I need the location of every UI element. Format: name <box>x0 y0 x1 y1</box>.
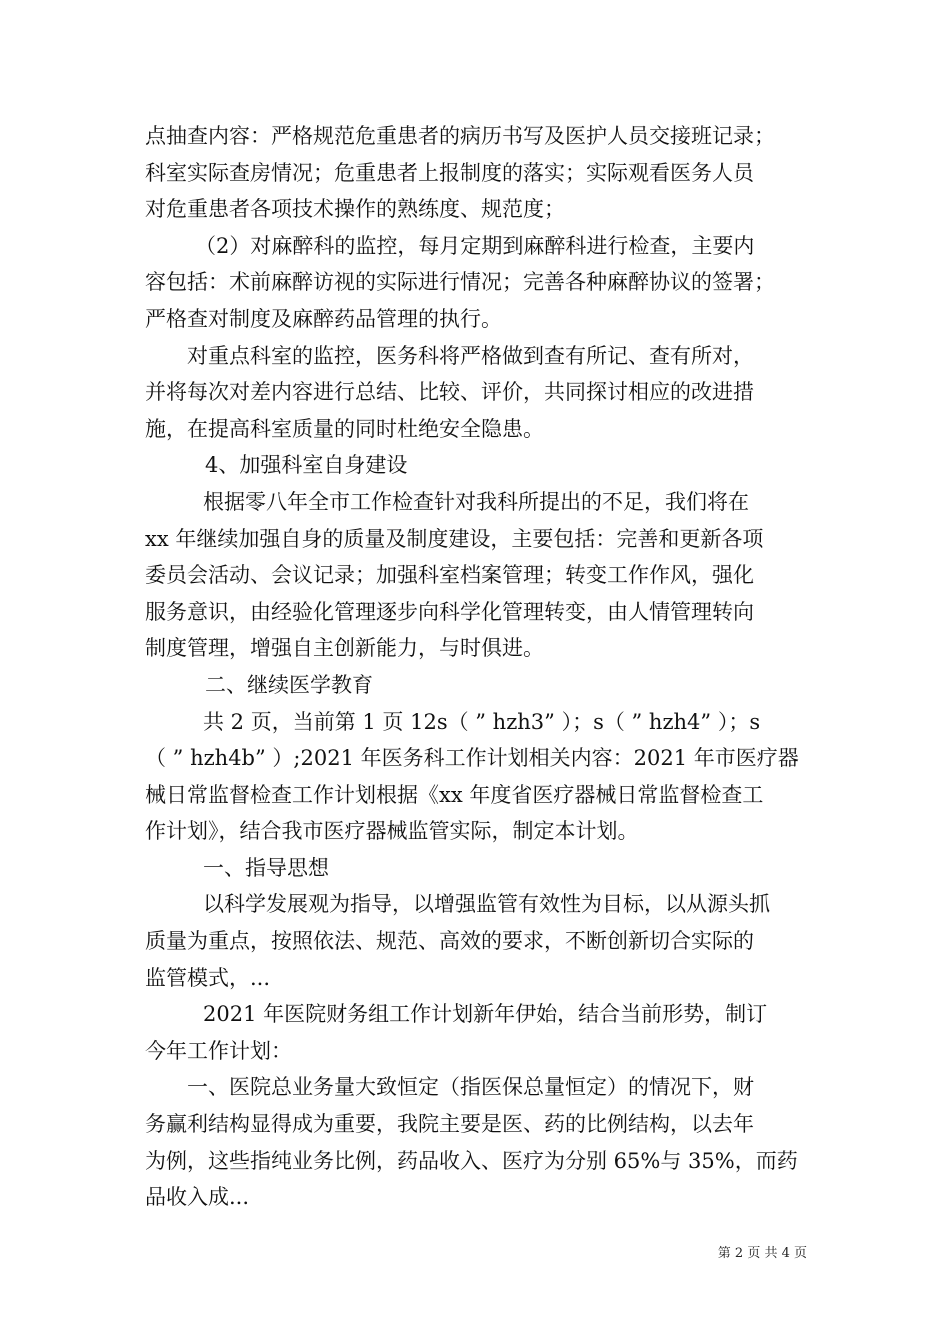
text-line: 为例，这些指纯业务比例，药品收入、医疗为分别 65%与 35%，而药 <box>145 1148 798 1173</box>
text-line: 容包括：术前麻醉访视的实际进行情况；完善各种麻醉协议的签署； <box>145 270 775 295</box>
text-line: 科室实际查房情况；危重患者上报制度的落实；实际观看医务人员 <box>145 160 754 185</box>
section-heading: 4、加强科室自身建设 <box>205 453 408 478</box>
text-line: 并将每次对差内容进行总结、比较、评价，共同探讨相应的改进措 <box>145 380 754 405</box>
text-line: 今年工作计划： <box>145 1038 292 1063</box>
text-line: 严格查对制度及麻醉药品管理的执行。 <box>145 306 502 331</box>
text-line: 械日常监督检查工作计划根据《xx 年度省医疗器械日常监督检查工 <box>145 782 764 807</box>
text-line: （ ” hzh4b” ）;2021 年医务科工作计划相关内容：2021 年市医疗器 <box>145 746 799 771</box>
text-line: 点抽查内容：严格规范危重患者的病历书写及医护人员交接班记录； <box>145 124 775 148</box>
text-line: 根据零八年全市工作检查针对我科所提出的不足，我们将在 <box>203 489 749 514</box>
text-line: 对重点科室的监控，医务科将严格做到查有所记、查有所对， <box>187 343 754 368</box>
text-line: 务赢利结构显得成为重要，我院主要是医、药的比例结构，以去年 <box>145 1112 754 1137</box>
text-line: 作计划》，结合我市医疗器械监管实际，制定本计划。 <box>145 819 639 844</box>
section-heading: 一、指导思想 <box>203 855 329 880</box>
text-line: 质量为重点，按照依法、规范、高效的要求，不断创新切合实际的 <box>145 929 754 954</box>
text-line: 服务意识，由经验化管理逐步向科学化管理转变，由人情管理转向 <box>145 599 754 624</box>
text-line: 对危重患者各项技术操作的熟练度、规范度； <box>145 197 565 222</box>
text-line: 一、医院总业务量大致恒定（指医保总量恒定）的情况下，财 <box>187 1075 754 1100</box>
text-line: 委员会活动、会议记录；加强科室档案管理；转变工作作风，强化 <box>145 563 754 588</box>
text-line: 品收入成... <box>145 1185 250 1210</box>
page-number: 第 2 页 共 4 页 <box>717 1246 807 1261</box>
text-line: xx 年继续加强自身的质量及制度建设，主要包括：完善和更新各项 <box>145 526 764 551</box>
text-line: 制度管理，增强自主创新能力，与时俱进。 <box>145 636 544 661</box>
text-line: 2021 年医院财务组工作计划新年伊始，结合当前形势，制订 <box>203 1002 768 1027</box>
text-line: 监管模式，... <box>145 965 271 990</box>
section-heading: 二、继续医学教育 <box>205 672 373 697</box>
text-line: （2）对麻醉科的监控，每月定期到麻醉科进行检查，主要内 <box>195 233 755 258</box>
text-line: 共 2 页，当前第 1 页 12s（ ” hzh3” ）；s（ ” hzh4” ）；s <box>203 709 761 734</box>
text-line: 施，在提高科室质量的同时杜绝安全隐患。 <box>145 416 544 441</box>
text-line: 以科学发展观为指导，以增强监管有效性为目标，以从源头抓 <box>203 892 770 917</box>
document-body <box>145 118 815 1216</box>
